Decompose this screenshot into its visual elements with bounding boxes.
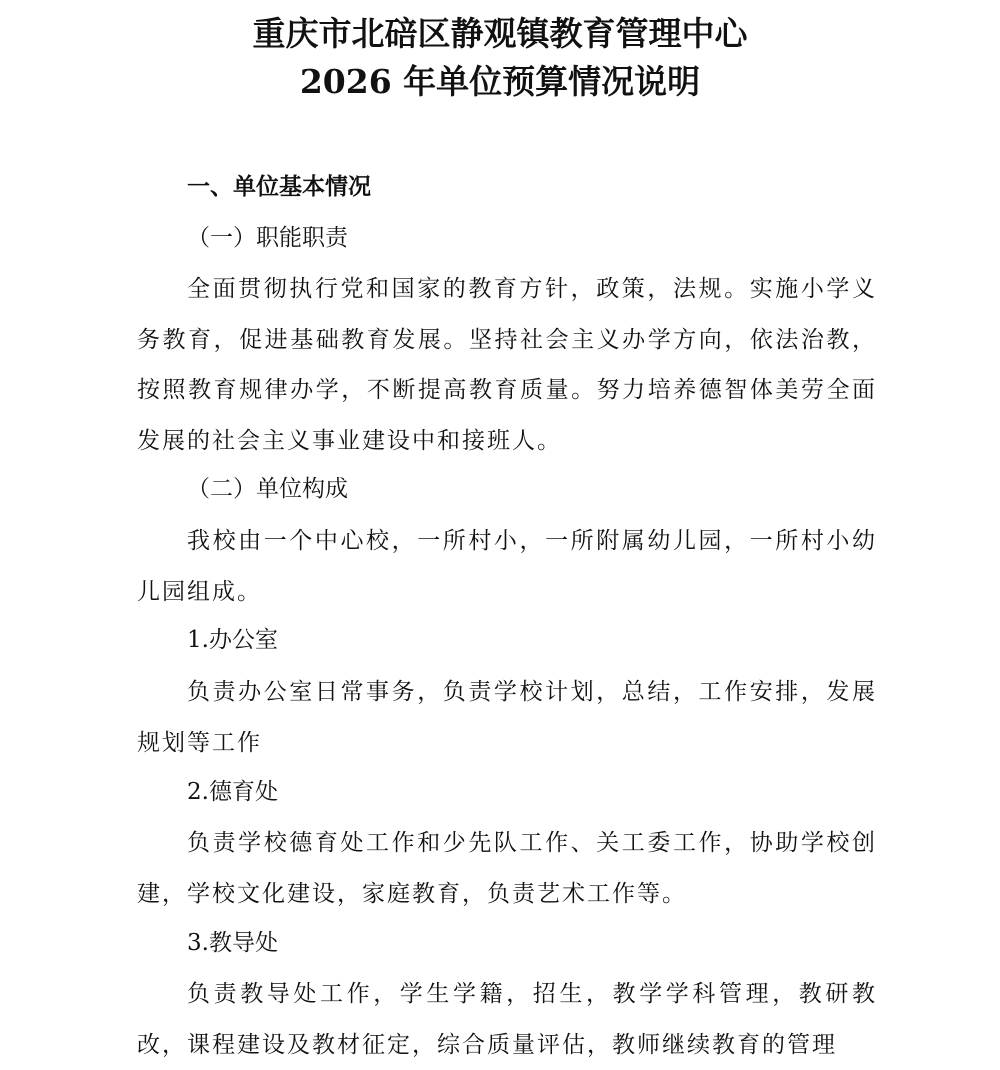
paragraph-duties: 全面贯彻执行党和国家的教育方针，政策，法规。实施小学义务教育，促进基础教育发展。坚持社会主义办学方向，依法治教，按照教育规律办学，不断提高教育质量。努力培养德智体美劳全面发展的社会主义事业建设中和接班人。 bbox=[137, 276, 877, 454]
department-heading-academic-affairs: 3.教导处 bbox=[187, 930, 278, 956]
document-title-line-2: 2026 年单位预算情况说明 bbox=[299, 62, 701, 101]
document-title-line-1: 重庆市北碚区静观镇教育管理中心 bbox=[252, 14, 748, 53]
paragraph-moral-education: 负责学校德育处工作和少先队工作、关工委工作，协助学校创建，学校文化建设，家庭教育，负责艺术工作等。 bbox=[137, 830, 877, 907]
subsection-heading-duties: （一）职能职责 bbox=[187, 225, 348, 251]
section-heading-basic-info: 一、单位基本情况 bbox=[187, 174, 371, 200]
department-heading-office: 1.办公室 bbox=[187, 627, 278, 653]
paragraph-academic-affairs: 负责教导处工作，学生学籍，招生，教学学科管理，教研教改，课程建设及教材征定，综合质量评估，教师继续教育的管理 bbox=[137, 981, 877, 1058]
paragraph-structure: 我校由一个中心校，一所村小，一所附属幼儿园，一所村小幼儿园组成。 bbox=[137, 528, 877, 605]
department-heading-moral-education: 2.德育处 bbox=[187, 779, 278, 805]
subsection-heading-structure: （二）单位构成 bbox=[187, 476, 348, 502]
paragraph-office: 负责办公室日常事务，负责学校计划，总结，工作安排，发展规划等工作 bbox=[137, 679, 877, 756]
